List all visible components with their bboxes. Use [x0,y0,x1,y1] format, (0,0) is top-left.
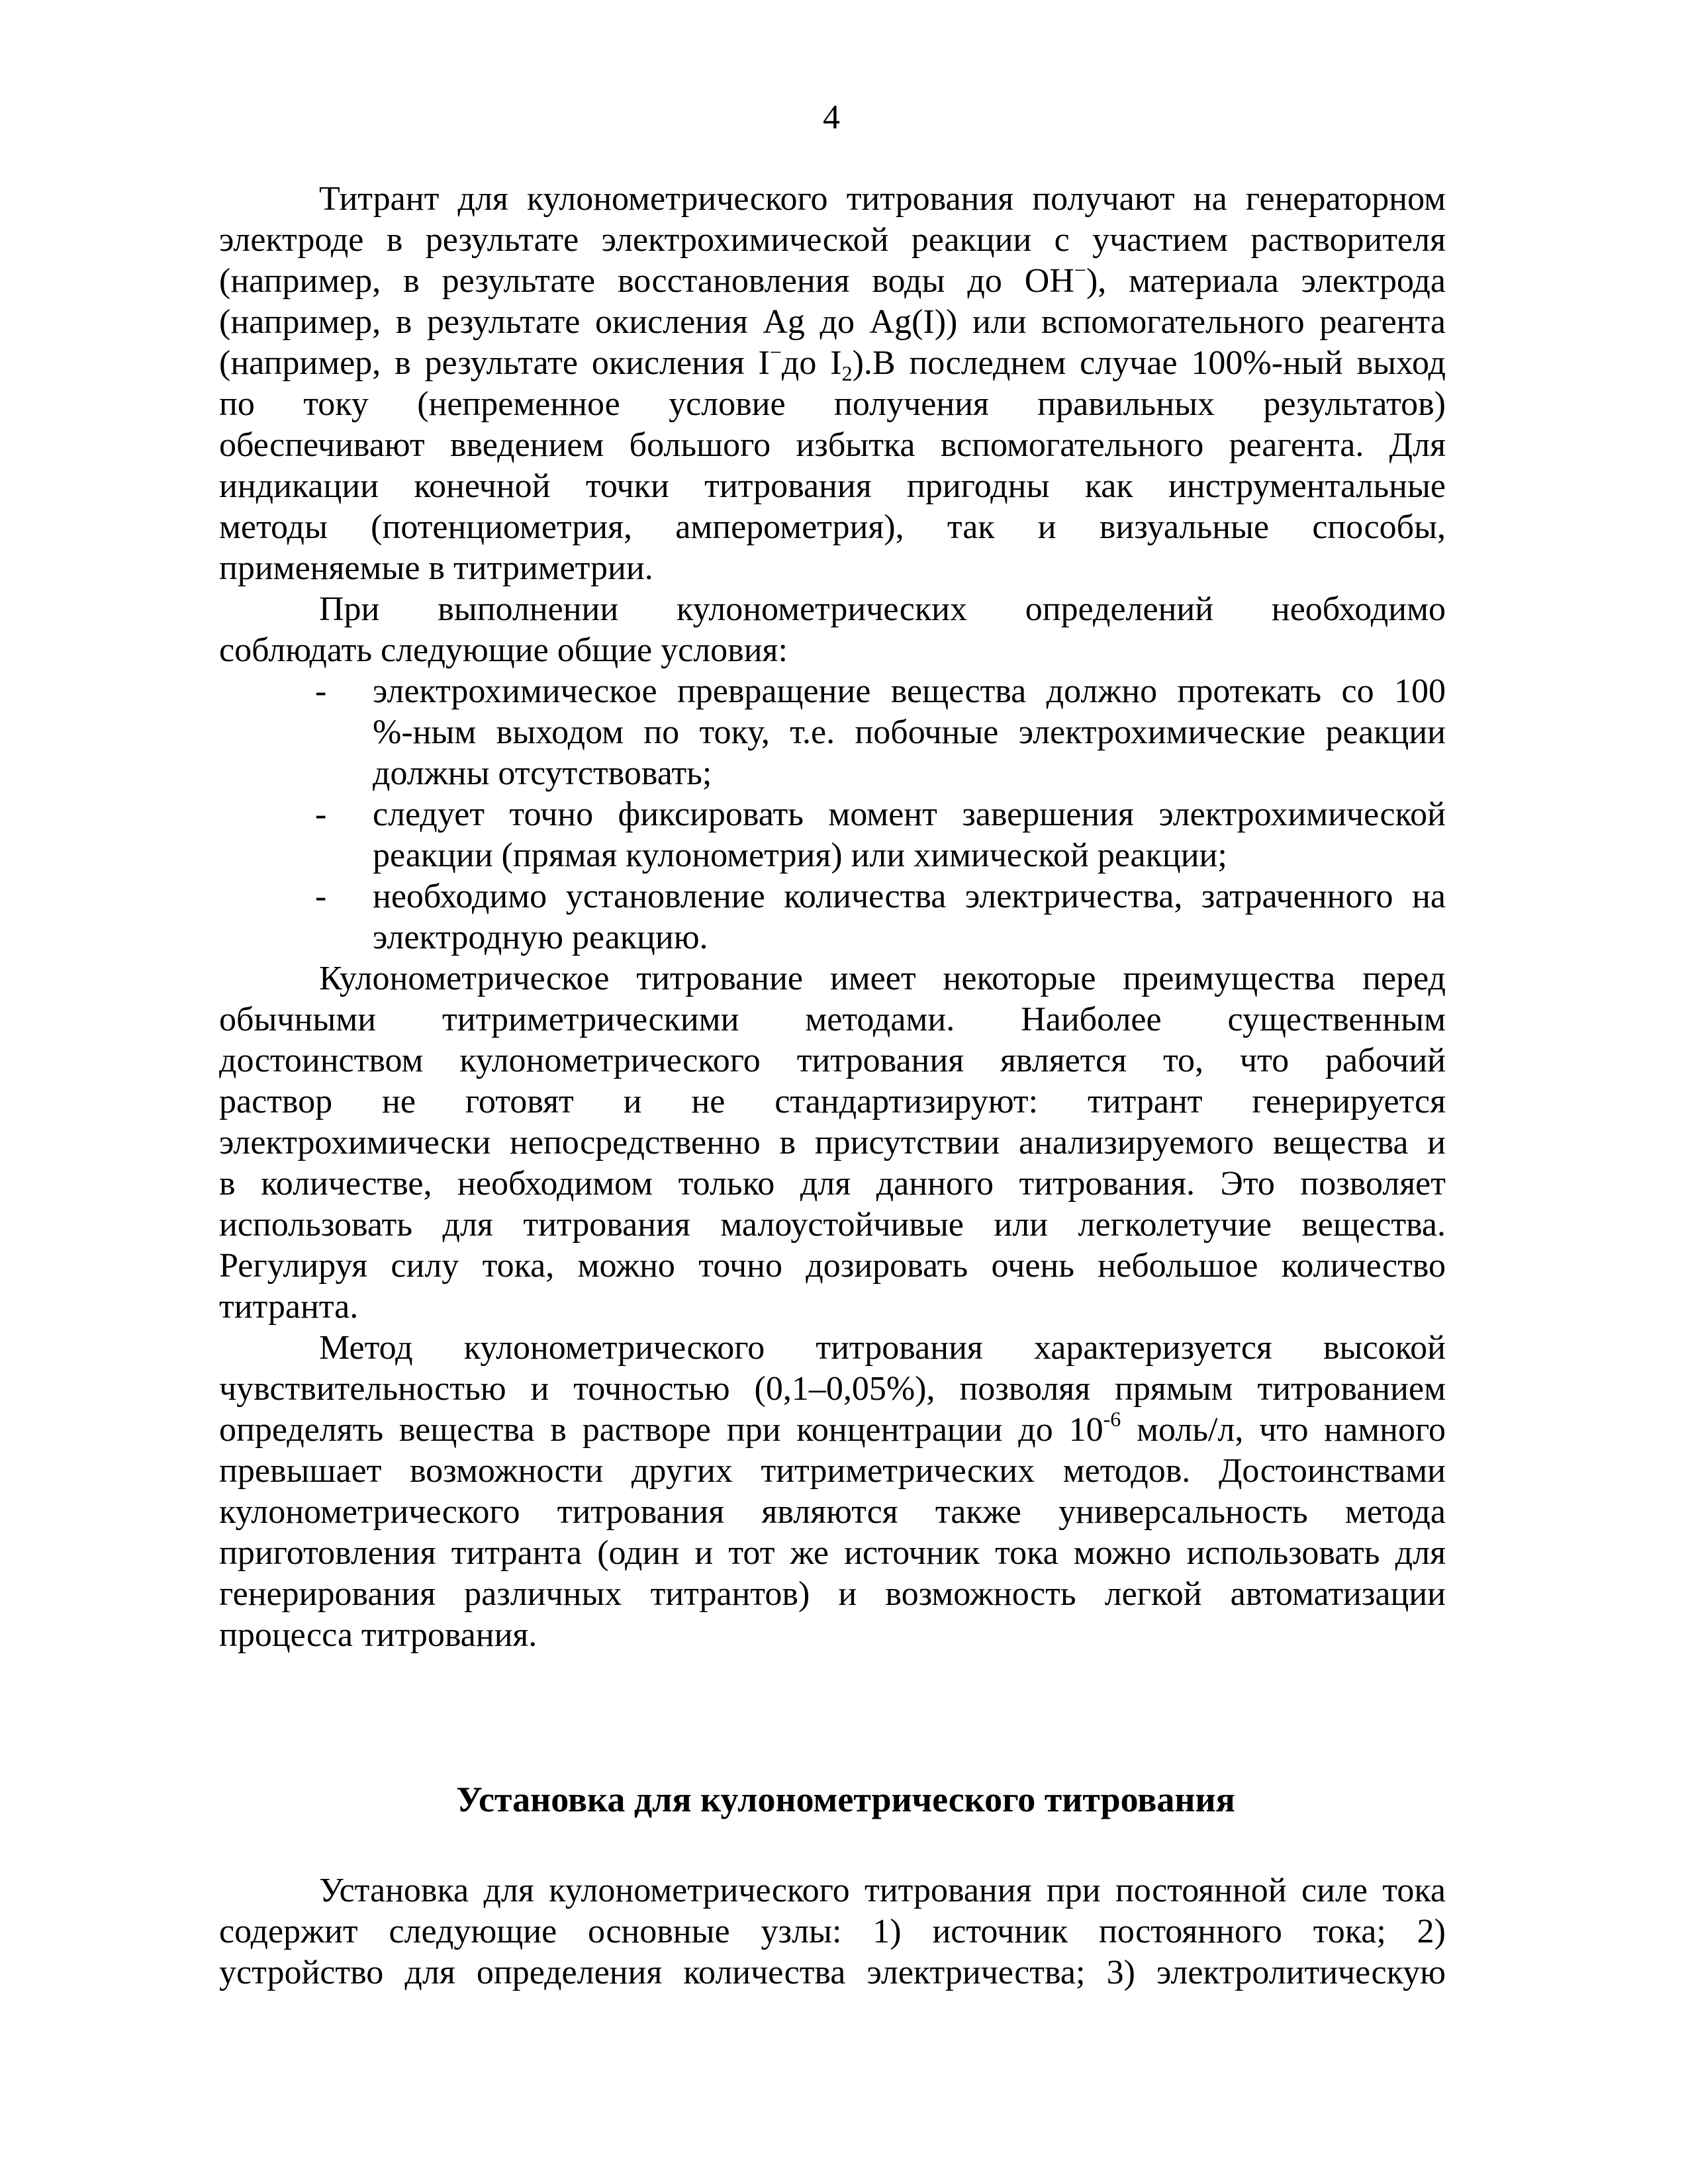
text-line [219,302,1446,343]
text-line [219,1205,1446,1246]
paragraph [219,589,1446,671]
text-run: необходимо установление количества электричества, затраченного на [373,878,1446,915]
text-run: реакции (прямая кулонометрия) или химической реакции; [373,837,1227,874]
text-line [219,258,1446,302]
text-run: электроде в результате электрохимической реакции с участием растворителя [219,221,1446,259]
section-heading: Установка для кулонометрического титрования [456,1780,1235,1819]
text-line [219,1081,1446,1122]
text-run: титранта. [219,1288,359,1326]
text-run: методы (потенциометрия, амперометрия), так и визуальные способы, [219,508,1446,546]
text-run: до I [781,344,842,382]
text-run: в количестве, необходимом только для данного титрования. Это позволяет [219,1165,1446,1203]
blank-line [219,1738,1446,1779]
text-line [219,1911,1446,1952]
text-line [219,1574,1446,1615]
text-run: генерирования различных титрантов) и возможность легкой автоматизации [219,1575,1446,1613]
text-run: электрохимическое превращение вещества должно протекать со 100 [373,672,1446,710]
text-run: ).В последнем случае 100%-ный выход [852,344,1446,382]
text-run: Установка для кулонометрического титрования при постоянной силе тока [319,1872,1446,1909]
text-run: Регулируя силу тока, можно точно дозировать очень небольшое количество [219,1247,1446,1285]
superscript: − [769,340,782,364]
text-line [219,220,1446,261]
bullet-item [219,671,1446,794]
text-line [219,835,1446,876]
text-line [219,753,1446,794]
bullet-dash: - [315,672,327,710]
text-line [219,548,1446,589]
text-line [219,507,1446,548]
text-run: содержит следующие основные узлы: 1) источник постоянного тока; 2) [219,1913,1446,1950]
text-run: (например, в результате восстановления воды до OH [219,262,1074,300]
text-line [219,1615,1446,1656]
text-line [219,1163,1446,1205]
text-run: ), материала электрода [1086,262,1446,300]
paragraph [219,1870,1446,1993]
text-run: электрохимически непосредственно в присутствии анализируемого вещества и [219,1124,1446,1161]
bullet-dash: - [315,878,327,915]
text-run: должны отсутствовать; [373,754,712,792]
text-run: определять вещества в растворе при концентрации до 10 [219,1411,1103,1449]
text-line [219,1287,1446,1328]
paragraph [219,958,1446,1328]
text-line [219,1328,1446,1369]
bullet-item [219,794,1446,876]
text-run: (например, в результате окисления Ag до Ag(I)) или вспомогательного реагента [219,303,1446,341]
text-run: соблюдать следующие общие условия: [219,631,788,669]
text-run: Метод кулонометрического титрования характеризуется высокой [319,1329,1446,1367]
text-run: При выполнении кулонометрических определений необходимо [319,590,1446,628]
text-line [219,1122,1446,1163]
text-run: электродную реакцию. [373,919,708,956]
paragraph [219,179,1446,589]
text-run: обеспечивают введением большого избытка вспомогательного реагента. Для [219,426,1446,464]
text-run: достоинством кулонометрического титрования является то, что рабочий [219,1042,1446,1079]
text-run: использовать для титрования малоустойчивые или легколетучие вещества. [219,1206,1446,1244]
text-line [219,999,1446,1040]
text-line [219,1952,1446,1993]
text-line [219,1533,1446,1574]
text-run: приготовления титранта (один и тот же источник тока можно использовать для [219,1534,1446,1572]
text-run: обычными титриметрическими методами. Наиболее существенным [219,1001,1446,1038]
superscript: − [1074,258,1086,282]
text-line [219,630,1446,671]
text-line [219,1246,1446,1287]
blank-line [219,1656,1446,1697]
text-line [219,1492,1446,1533]
text-line [219,712,1446,753]
text-line [219,876,1446,917]
text-run: следует точно фиксировать момент завершения электрохимической [373,796,1446,833]
text-run: кулонометрического титрования являются также универсальность метода [219,1493,1446,1531]
text-line [219,425,1446,466]
text-run: раствор не готовят и не стандартизируют: титрант генерируется [219,1083,1446,1120]
subscript: 2 [841,361,853,385]
text-run: превышает возможности других титриметрических методов. Достоинствами [219,1452,1446,1490]
text-line [219,466,1446,507]
paragraph [219,1328,1446,1656]
page-number: 4 [823,99,840,136]
text-line [219,340,1446,385]
text-run: индикации конечной точки титрования пригодны как инструментальные [219,467,1446,505]
text-run: устройство для определения количества электричества; 3) электролитическую [219,1954,1446,1991]
text-line [219,1369,1446,1410]
text-line [219,958,1446,999]
bullet-dash: - [315,796,327,833]
text-line [219,1407,1446,1451]
text-line [219,671,1446,712]
blank-line [219,1697,1446,1738]
superscript: -6 [1103,1407,1121,1431]
text-run: %-ным выходом по току, т.е. побочные электрохимические реакции [373,713,1446,751]
text-run: по току (непременное условие получения правильных результатов) [219,385,1446,423]
spacer [219,1861,1446,1870]
text-line [219,1870,1446,1911]
text-line [219,917,1446,958]
text-line [219,179,1446,220]
text-run: (например, в результате окисления I [219,344,770,382]
text-run: Титрант для кулонометрического титрования получают на генераторном [319,180,1446,218]
text-line [219,1451,1446,1492]
document-body [219,179,1446,1993]
text-run: чувствительностью и точностью (0,1–0,05%), позволяя прямым титрованием [219,1370,1446,1408]
blank-line [219,1820,1446,1861]
text-line [219,384,1446,425]
bullet-item [219,876,1446,958]
text-run: моль/л, что намного [1121,1411,1446,1449]
text-run: Кулонометрическое титрование имеет некоторые преимущества перед [319,960,1446,997]
text-run: процесса титрования. [219,1616,538,1654]
text-line [219,589,1446,630]
text-line [219,794,1446,835]
text-run: применяемые в титриметрии. [219,549,653,587]
text-line [219,1040,1446,1081]
